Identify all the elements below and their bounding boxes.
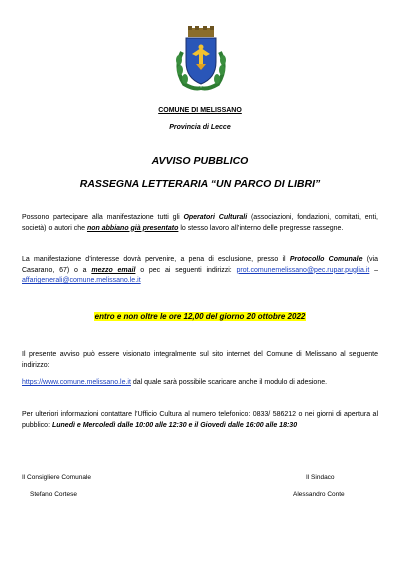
website-link-paragraph: https://www.comune.melissano.le.it dal quale sarà possibile scaricare anche il modulo di adesione. xyxy=(22,379,328,386)
participation-paragraph: Possono partecipare alla manifestazione tutti gli Operatori Culturali (associazioni, fondazioni, comitati, enti, società) o autori che non abbiano già presentato lo stesso lavoro all’interno delle pregresse rassegne. xyxy=(22,214,378,232)
notice-title: AVVISO PUBBLICO xyxy=(151,155,249,167)
info-paragraph: Per ulteriori informazioni contattare l’Ufficio Cultura al numero telefonico: 0833/ 586212 o nei giorni di apertura al pubblico: Lunedì e Mercoledì dalle 10:00 alle 12:30 e il Giovedì dalle 16:00 alle 18:30 xyxy=(22,411,378,429)
comune-website-link[interactable]: https://www.comune.melissano.le.it xyxy=(22,379,131,386)
right-signature-role: Il Sindaco xyxy=(306,474,335,481)
left-signature-name: Stefano Cortese xyxy=(30,491,77,498)
deadline-highlight: entro e non oltre le ore 12,00 del giorno 20 ottobre 2022 xyxy=(94,312,306,321)
website-paragraph: Il presente avviso può essere visionato integralmente sul sito internet del Comune di Melissano al seguente indirizzo: xyxy=(22,351,378,369)
comune-name: COMUNE DI MELISSANO xyxy=(158,107,242,114)
affari-generali-email-link[interactable]: affarigenerali@comune.melissano.le.it xyxy=(22,277,141,284)
submission-paragraph: La manifestazione d’interesse dovrà pervenire, a pena di esclusione, presso il Protocollo Comunale (via Casarano, 67) o a mezzo email o pec ai seguenti indirizzi: prot.comunemelissano@pec.rupar.puglia.it – affarigenerali@comune.melissano.le.it xyxy=(22,256,378,284)
notice-subtitle: RASSEGNA LETTERARIA “UN PARCO DI LIBRI” xyxy=(79,178,321,190)
pec-email-link[interactable]: prot.comunemelissano@pec.rupar.puglia.it xyxy=(236,266,370,274)
left-signature-role: Il Consigliere Comunale xyxy=(22,474,92,481)
provincia-name: Provincia di Lecce xyxy=(169,124,231,131)
municipal-crest-icon xyxy=(172,24,230,92)
right-signature-name: Alessandro Conte xyxy=(293,491,345,498)
